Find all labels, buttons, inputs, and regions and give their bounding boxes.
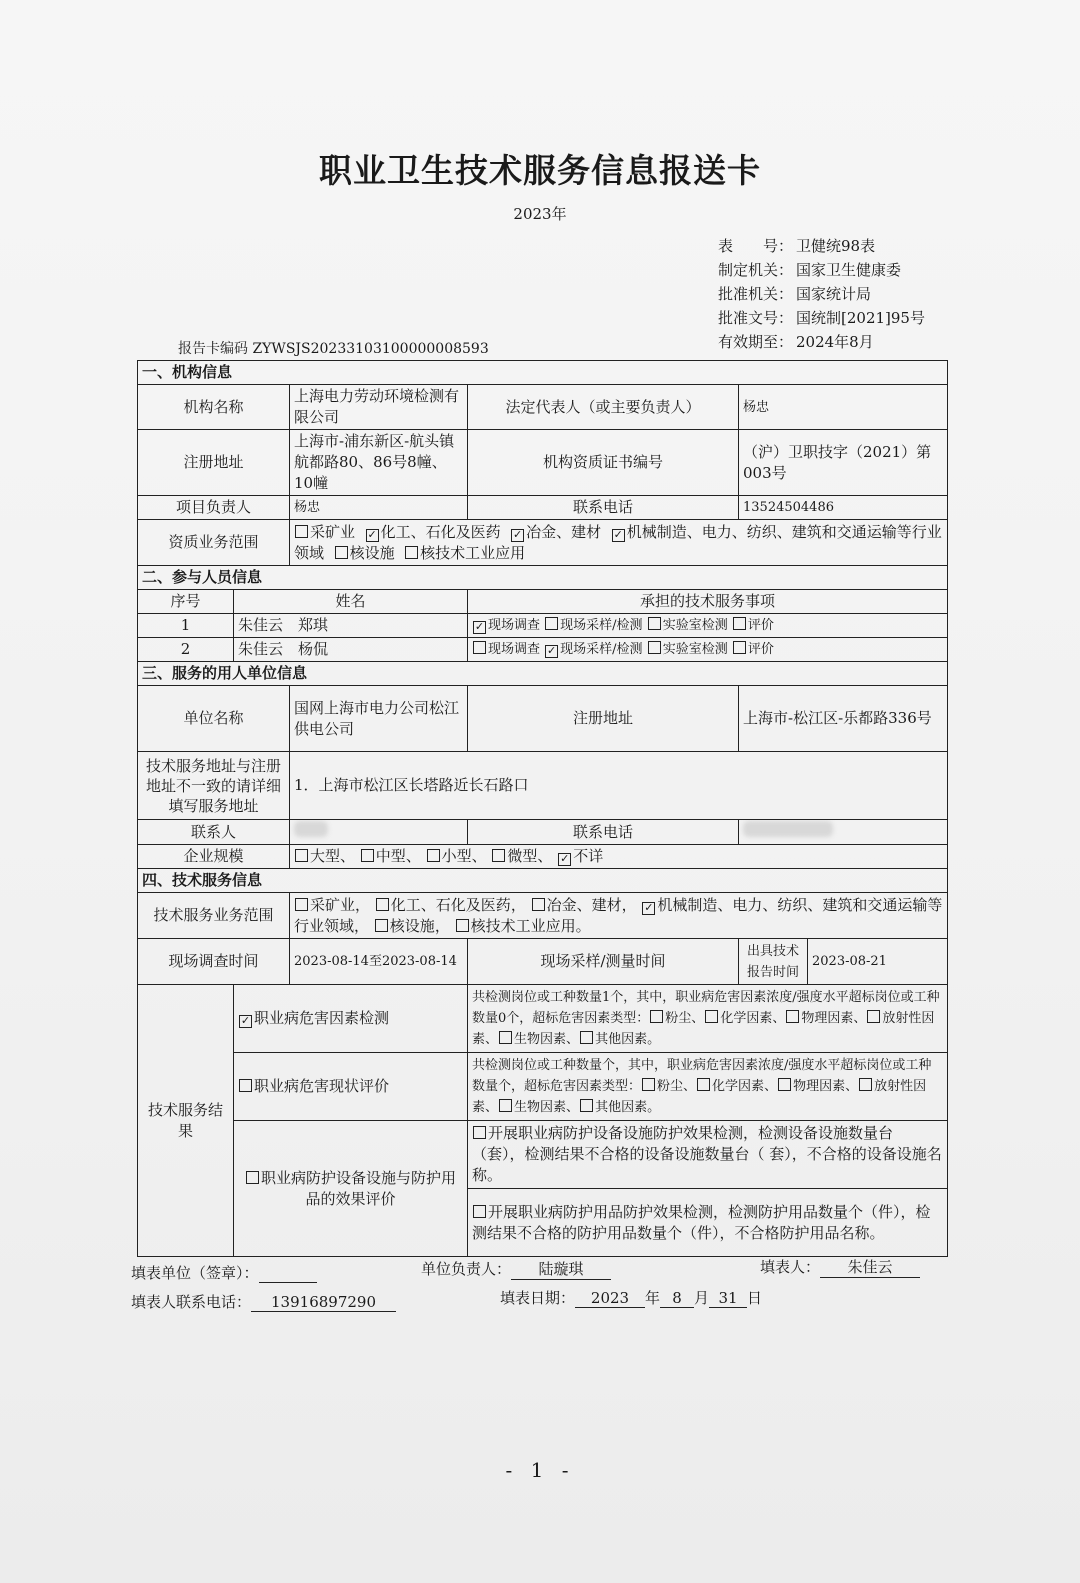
r3a-checkbox[interactable] <box>473 1126 486 1139</box>
col-no: 序号 <box>138 590 234 614</box>
footer-date: 填表日期： 2023 年 8 月 31 日 <box>500 1289 763 1307</box>
meta-approver: 批准机关： 国家统计局 <box>718 285 872 303</box>
p1-checkbox-1[interactable]: ✓ <box>547 644 557 657</box>
legal-rep-label: 法定代表人（或主要负责人） <box>468 385 739 430</box>
report-form-table <box>137 360 948 1257</box>
size-checkbox-0[interactable] <box>295 849 308 862</box>
scope1-checkbox-5[interactable] <box>405 546 418 559</box>
report-code: 报告卡编码 ZYWSJS20233103100000008593 <box>178 341 489 357</box>
employer-addr-label: 注册地址 <box>468 686 739 752</box>
r2-checkbox[interactable] <box>239 1079 252 1092</box>
employer-name-label: 单位名称 <box>138 686 290 752</box>
scope4-checkbox-2[interactable] <box>532 898 545 911</box>
company-size-label: 企业规模 <box>138 845 290 869</box>
result1-text: 共检测岗位或工种数量1个，其中，职业病危害因素浓度/强度水平超标岗位或工种数量0个，超标危害因素类型： 粉尘、 化学因素、 物理因素、 放射性因素、 生物因素、 其他因素。 <box>468 985 948 1053</box>
survey-time-label: 现场调查时间 <box>138 939 290 985</box>
result3-option: 职业病防护设备设施与防护用品的效果评价 <box>234 1121 468 1257</box>
service-addr-label: 技术服务地址与注册地址不一致的请详细填写服务地址 <box>138 752 290 820</box>
result3a-text: 开展职业病防护设备设施防护效果检测，检测设备设施数量台（套），检测结果不合格的设备设施数量台（ 套），不合格的设备设施名称。 <box>468 1121 948 1189</box>
cert-label: 机构资质证书编号 <box>468 430 739 496</box>
service-scope-options: 采矿业， 化工、石化及医药， 冶金、建材， ✓ 机械制造、电力、纺织、建筑和交通运输等行业领域， 核设施， 核技术工业应用。 <box>290 893 948 939</box>
scope1-checkbox-0[interactable] <box>295 525 308 538</box>
cert-value: （沪）卫职技字（2021）第003号 <box>739 430 948 496</box>
participant-no: 1 <box>138 614 234 638</box>
participant-row <box>138 638 948 662</box>
meta-valid-until: 有效期至： 2024年8月 <box>718 333 874 351</box>
footer-unit: 填表单位（签章）： <box>131 1262 317 1283</box>
document-title: 职业卫生技术服务信息报送卡 <box>319 151 761 190</box>
legal-rep-value: 杨忠 <box>739 385 948 430</box>
org-phone-value: 13524504486 <box>739 496 948 520</box>
report-time-label: 出具技术报告时间 <box>739 939 808 985</box>
participant-names: 朱佳云 杨侃 <box>234 638 468 662</box>
scope4-checkbox-4[interactable] <box>375 919 388 932</box>
result2-text: 共检测岗位或工种数量个，其中，职业病危害因素浓度/强度水平超标岗位或工种数量个，超标危害因素类型： 粉尘、 化学因素、 物理因素、 放射性因素、 生物因素、 其他因素。 <box>468 1053 948 1121</box>
employer-name-value: 国网上海市电力公司松江供电公司 <box>290 686 468 752</box>
scope1-checkbox-4[interactable] <box>335 546 348 559</box>
participant-items: 现场调查 ✓ 现场采样/检测 实验室检测 评价 <box>468 638 948 662</box>
company-size-options: 大型、 中型、 小型、 微型、 ✓ 不详 <box>290 845 948 869</box>
org-name-value: 上海电力劳动环境检测有限公司 <box>290 385 468 430</box>
org-name-label: 机构名称 <box>138 385 290 430</box>
reg-addr-value: 上海市-浦东新区-航头镇航都路80、86号8幢、10幢 <box>290 430 468 496</box>
footer-filler: 填表人： 朱佳云 <box>760 1256 920 1278</box>
project-lead-value: 杨忠 <box>290 496 468 520</box>
meta-approval-no: 批准文号： 国统制[2021]95号 <box>718 309 925 327</box>
section1-heading: 一、机构信息 <box>138 361 948 385</box>
results-label: 技术服务结果 <box>138 985 234 1257</box>
r1-checkbox[interactable]: ✓ <box>240 1014 251 1027</box>
service-addr-value: 1．上海市松江区长塔路近长石路口 <box>290 752 948 820</box>
participant-no: 2 <box>138 638 234 662</box>
survey-time-value: 2023-08-14至2023-08-14 <box>290 939 468 985</box>
result3b-text: 开展职业病防护用品防护效果检测，检测防护用品数量个（件），检测结果不合格的防护用品数量个（件），不合格防护用品名称。 <box>468 1189 948 1257</box>
employer-phone-label: 联系电话 <box>468 820 739 845</box>
p0-checkbox-2[interactable] <box>648 617 661 630</box>
scope1-checkbox-1[interactable]: ✓ <box>367 527 377 541</box>
reg-addr-label: 注册地址 <box>138 430 290 496</box>
r3-checkbox[interactable] <box>246 1171 259 1184</box>
report-time-value: 2023-08-21 <box>808 939 948 985</box>
p1-checkbox-2[interactable] <box>648 641 661 654</box>
size-checkbox-4[interactable]: ✓ <box>560 852 570 865</box>
footer-head: 单位负责人： 陆璇琪 <box>421 1258 611 1280</box>
meta-authority: 制定机关： 国家卫生健康委 <box>718 261 902 279</box>
size-checkbox-2[interactable] <box>427 849 440 862</box>
section4-heading: 四、技术服务信息 <box>138 869 948 893</box>
document-year: 2023年 <box>513 205 567 223</box>
org-phone-label: 联系电话 <box>468 496 739 520</box>
meta-form-no: 表 号： 卫健统98表 <box>718 237 876 255</box>
scope4-checkbox-3[interactable]: ✓ <box>644 900 654 914</box>
result1-option: ✓ 职业病危害因素检测 <box>234 985 468 1053</box>
qualification-scope-options: 采矿业 ✓ 化工、石化及医药 ✓ 冶金、建材 ✓ 机械制造、电力、纺织、建筑和交通运输等行业领域 核设施 核技术工业应用 <box>290 520 948 566</box>
scope1-checkbox-3[interactable]: ✓ <box>613 527 623 541</box>
employer-phone-redacted <box>739 820 948 845</box>
col-name: 姓名 <box>234 590 468 614</box>
service-scope-label: 技术服务业务范围 <box>138 893 290 939</box>
sampling-time-label: 现场采样/测量时间 <box>468 939 739 985</box>
page-number: - 1 - <box>505 1458 575 1482</box>
scope4-checkbox-5[interactable] <box>456 919 469 932</box>
result2-option: 职业病危害现状评价 <box>234 1053 468 1121</box>
contact-value-redacted <box>290 820 468 845</box>
participant-items: ✓ 现场调查 现场采样/检测 实验室检测 评价 <box>468 614 948 638</box>
scope4-checkbox-0[interactable] <box>295 898 308 911</box>
participant-names: 朱佳云 郑琪 <box>234 614 468 638</box>
contact-label: 联系人 <box>138 820 290 845</box>
qualification-scope-label: 资质业务范围 <box>138 520 290 566</box>
project-lead-label: 项目负责人 <box>138 496 290 520</box>
col-service-items: 承担的技术服务事项 <box>468 590 948 614</box>
scope4-checkbox-1[interactable] <box>376 898 389 911</box>
p0-checkbox-3[interactable] <box>733 617 746 630</box>
section3-heading: 三、服务的用人单位信息 <box>138 662 948 686</box>
size-checkbox-3[interactable] <box>492 849 505 862</box>
p1-checkbox-3[interactable] <box>733 641 746 654</box>
participant-row <box>138 614 948 638</box>
p0-checkbox-0[interactable]: ✓ <box>474 620 485 633</box>
p1-checkbox-0[interactable] <box>473 641 486 654</box>
scope1-checkbox-2[interactable]: ✓ <box>513 527 523 541</box>
footer-phone: 填表人联系电话： 13916897290 <box>131 1291 396 1312</box>
size-checkbox-1[interactable] <box>361 849 374 862</box>
p0-checkbox-1[interactable] <box>545 617 558 630</box>
employer-addr-value: 上海市-松江区-乐都路336号 <box>739 686 948 752</box>
r3b-checkbox[interactable] <box>473 1205 486 1218</box>
section2-heading: 二、参与人员信息 <box>138 566 948 590</box>
